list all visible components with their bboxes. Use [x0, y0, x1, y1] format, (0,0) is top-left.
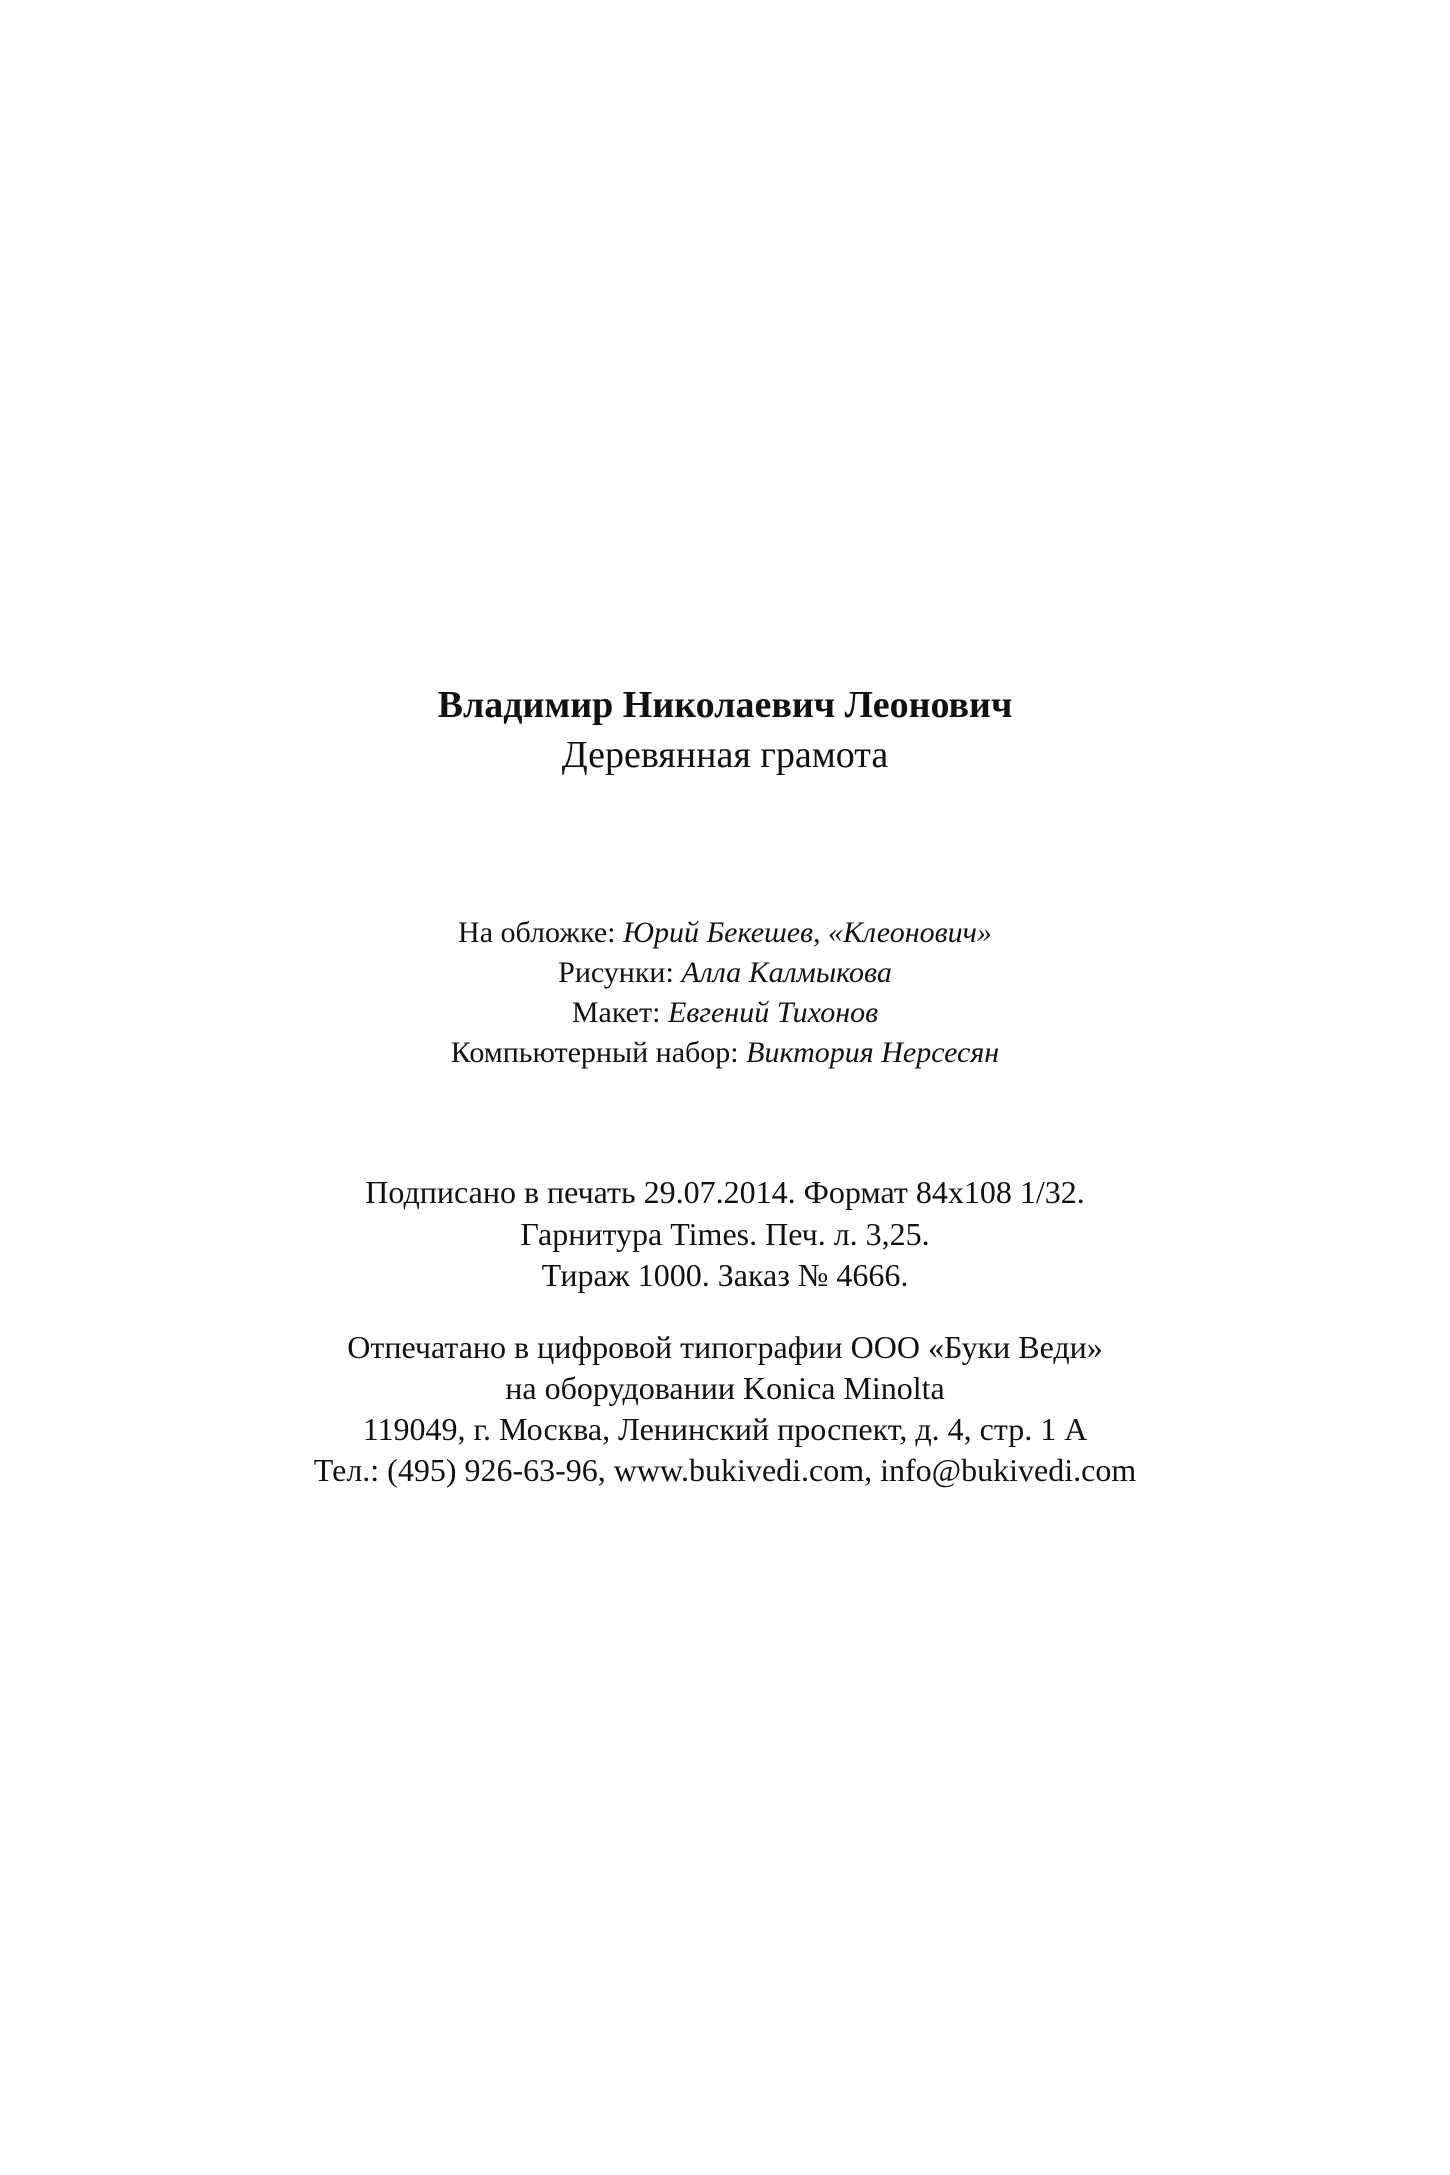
book-author: Владимир Николаевич Леонович	[437, 684, 1013, 726]
imprint-print-run: Тираж 1000. Заказ № 4666.	[541, 1257, 909, 1293]
credit-drawings	[0, 958, 1450, 988]
imprint-signed-to-print: Подписано в печать 29.07.2014. Формат 84x108 1/32.	[365, 1174, 1085, 1210]
printer-name: Отпечатано в цифровой типографии ООО «Буки Веди»	[347, 1329, 1103, 1365]
credit-layout-value: Евгений Тихонов	[667, 996, 879, 1029]
credit-drawings-value: Алла Калмыкова	[681, 956, 892, 989]
credit-cover-value: Юрий Бекешев, «Клеонович»	[622, 916, 992, 949]
printer-equipment: на оборудовании Konica Minolta	[505, 1370, 945, 1406]
credit-cover	[0, 918, 1450, 948]
credit-drawings-label: Рисунки:	[558, 956, 674, 989]
book-title: Деревянная грамота	[561, 734, 889, 776]
credit-typesetting-value: Виктория Нерсесян	[746, 1036, 1000, 1069]
credit-typesetting-label: Компьютерный набор:	[450, 1036, 739, 1069]
printer-contacts: Тел.: (495) 926-63-96, www.bukivedi.com, info@bukivedi.com	[313, 1452, 1137, 1488]
credit-layout	[0, 998, 1450, 1028]
imprint-typeface: Гарнитура Times. Печ. л. 3,25.	[520, 1216, 930, 1252]
credit-layout-label: Макет:	[571, 996, 661, 1029]
printer-address: 119049, г. Москва, Ленинский проспект, д. 4, стр. 1 А	[362, 1411, 1088, 1447]
credit-cover-label: На обложке:	[458, 916, 616, 949]
credit-typesetting	[0, 1038, 1450, 1068]
